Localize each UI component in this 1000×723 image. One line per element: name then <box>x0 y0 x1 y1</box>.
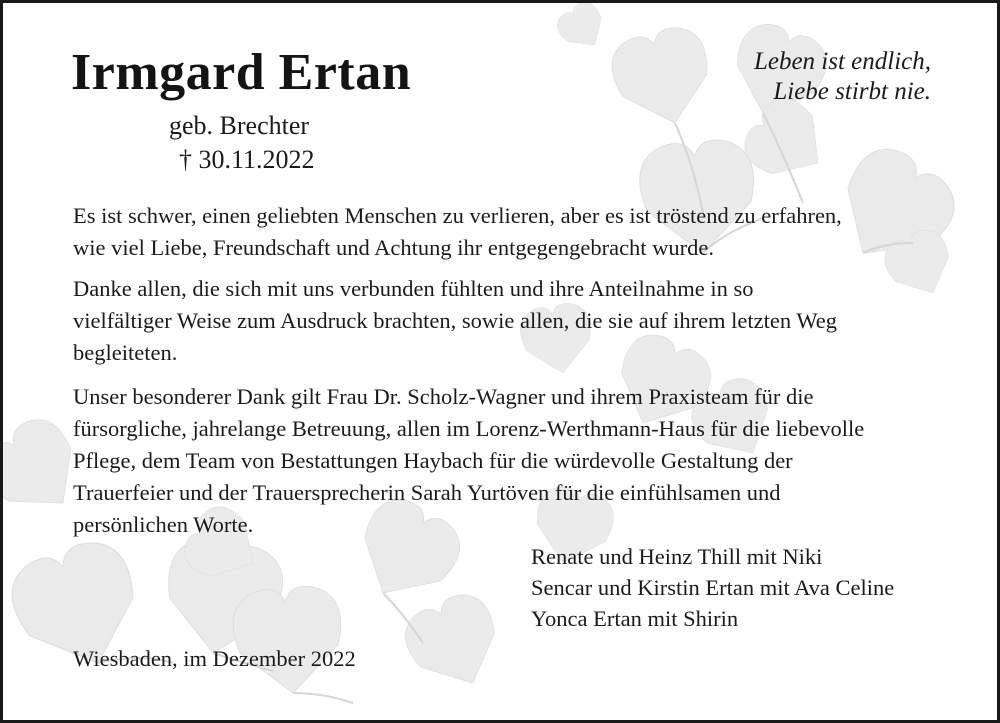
text-line: Unser besonderer Dank gilt Frau Dr. Scholz-Wagner und ihrem Praxisteam für die <box>73 384 814 409</box>
text-line: Pflege, dem Team von Bestattungen Haybach für die würdevolle Gestaltung der <box>73 448 793 473</box>
text-line: vielfältiger Weise zum Ausdruck brachten, sowie allen, die sie auf ihrem letzten Weg <box>73 308 838 333</box>
motto <box>754 47 931 107</box>
paragraph-special-thanks <box>73 381 953 541</box>
paragraph-intro <box>73 200 953 264</box>
motto-line: Leben ist endlich, <box>753 48 931 75</box>
mourners-list <box>531 541 894 634</box>
text-line: Danke allen, die sich mit uns verbunden fühlten und ihre Anteilnahme in so <box>73 276 754 301</box>
death-date: † 30.11.2022 <box>179 145 315 174</box>
deceased-name: Irmgard Ertan <box>71 44 412 101</box>
mourner-line: Renate und Heinz Thill mit Niki <box>531 544 823 569</box>
text-line: persönlichen Worte. <box>73 512 254 537</box>
mourner-line: Yonca Ertan mit Shirin <box>531 606 739 631</box>
birth-name: geb. Brechter <box>169 111 310 140</box>
mourner-line: Sencar und Kirstin Ertan mit Ava Celine <box>531 575 895 600</box>
paragraph-thanks <box>73 273 953 369</box>
text-line: wie viel Liebe, Freundschaft und Achtung ihr entgegengebracht wurde. <box>73 235 715 260</box>
place-and-date: Wiesbaden, im Dezember 2022 <box>73 646 356 671</box>
text-line: begleiteten. <box>73 340 178 365</box>
motto-line: Liebe stirbt nie. <box>773 78 931 105</box>
text-line: fürsorgliche, jahrelange Betreuung, allen im Lorenz-Werthmann-Haus für die liebevolle <box>73 416 865 441</box>
text-line: Es ist schwer, einen geliebten Menschen zu verlieren, aber es ist tröstend zu erfahren, <box>73 203 842 228</box>
text-line: Trauerfeier und der Trauersprecherin Sarah Yurtöven für die einfühlsamen und <box>73 480 781 505</box>
